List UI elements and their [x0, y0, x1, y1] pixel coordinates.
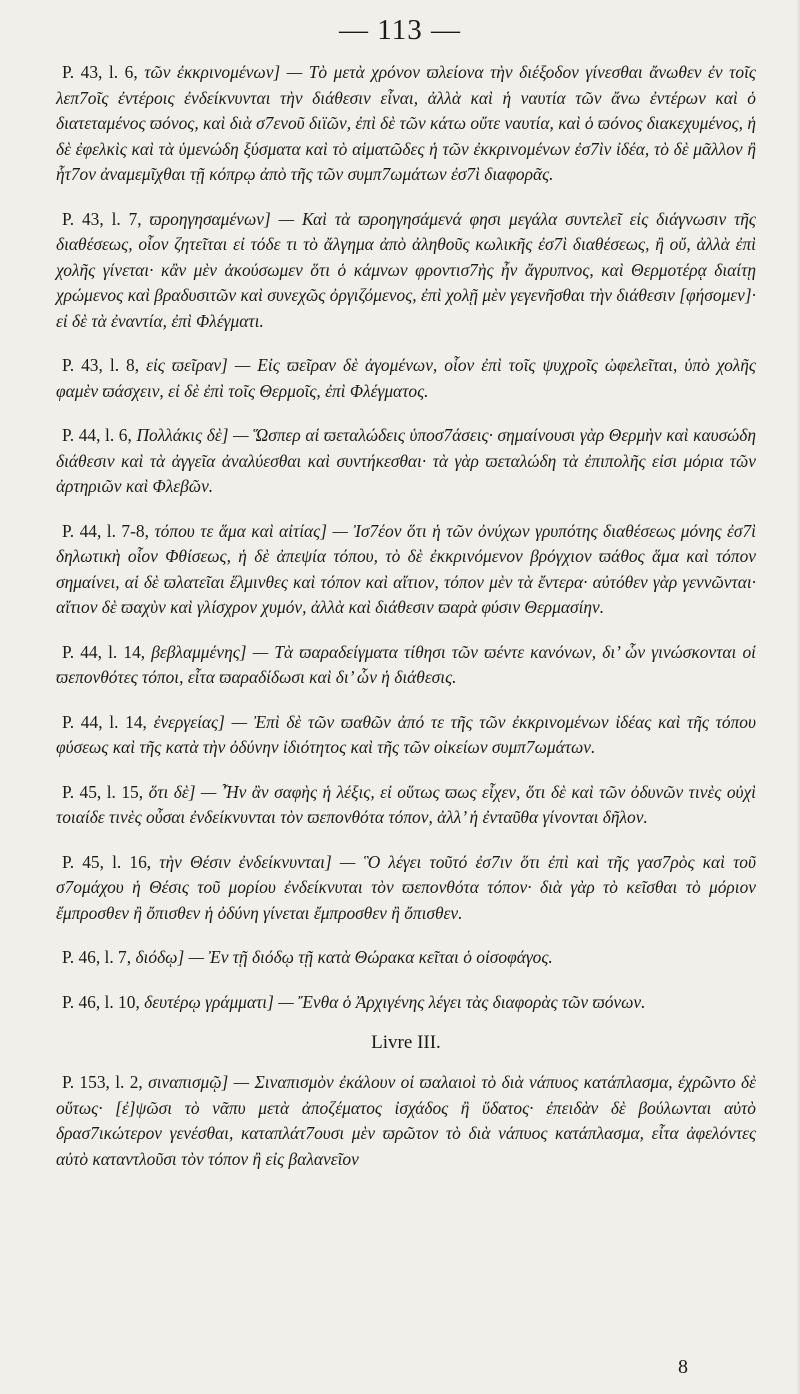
entry-text: — Ὥσπερ αἱ ϖεταλώδεις ὑποσ7άσεις· σημαίνουσι γὰρ Θερμὴν καὶ καυσώδη διάθεσιν καὶ τὰ ἀγγεῖα ἀναλύεσθαι καὶ συντήκεσθαι· τὰ γὰρ ϖεταλώδη τὰ ἐπιπολῆς εἰσι μόρια τῶν ἀρτηριῶν καὶ Φλεβῶν.: [56, 425, 756, 496]
entry-text: — Ἐν τῇ διόδῳ τῇ κατὰ Θώρακα κεῖται ὁ οἰσοφάγος.: [188, 947, 553, 967]
entry-lemma: Πολλάκις δὲ]: [136, 425, 229, 445]
entry: [56, 780, 756, 831]
entry-reference: P. 46, l. 10,: [62, 991, 140, 1012]
entry-text: — Σιναπισμὸν ἐκάλουν οἱ ϖαλαιοὶ τὸ διὰ νάπυος κατάπλασμα, ἐχρῶντο δὲ οὕτως· [ἐ]ψῶσι τὸ νᾶπυ μετὰ ἀποζέματος ἰσχάδος ἢ ὕδατος· ἐπειδὰν δὲ βούλωνται αὐτὸ δρασ7ικώτερον γενέσθαι, καταπλάτ7ουσι μὲν ϖρῶτον τὸ διὰ νάπυος κατάπλασμα, εἶτα ἀφελόντες αὐτὸ καταντλοῦσι τὸν τόπον ἢ εἰς βαλανεῖον: [56, 1072, 756, 1169]
entry-lemma: εἰς ϖεῖραν]: [146, 355, 228, 375]
entry-lemma: τόπου τε ἅμα καὶ αἰτίας]: [154, 520, 327, 541]
entry-text: — Ἐπὶ δὲ τῶν ϖαθῶν ἀπό τε τῆς τῶν ἐκκρινομένων ἰδέας καὶ τῆς τόπου φύσεως καὶ τῆς κατὰ τὴν ὀδύνην ἰδιότητος καὶ τῆς τῶν οἰκείων συμπ7ωμάτων.: [56, 711, 756, 757]
entry-reference: P. 153, l. 2,: [62, 1072, 143, 1092]
entry-text: — Τὸ μετὰ χρόνον ϖλείονα τὴν διέξοδον γίνεσθαι ἄνωθεν ἐν τοῖς λεπ7οῖς ἐντέροις ἐνδείκνυνται τὴν διάθεσιν εἶναι, ἀλλὰ καὶ ἡ ναυτία τῶν ἄνω ἐντέρων καὶ ὁ διατεταμένος ϖόνος, καὶ διὰ σ7ενοῦ διϊῶν, ἐπὶ δὲ τῶν κάτω οὔτε ναυτία, καὶ ὁ ϖόνος διακεχυμένος, ἡ δὲ ἐφελκὶς καὶ τὰ ὑμενώδη ξύσματα καὶ τὸ αἱματῶδες ἡ τῶν ἐκκρινομένων ἐσ7ὶν ἰδέα, τὸ δὲ μᾶλλον ἢ ἧτ7ον ἀναμεμῖχθαι τῇ κόπρῳ ἀπὸ τῆς τῶν συμπ7ωμάτων ἐσ7ὶ διαφορᾶς.: [56, 62, 756, 184]
entry: [56, 850, 756, 927]
entry: [56, 945, 756, 971]
entry-lemma: τῶν ἐκκρινομένων]: [144, 62, 281, 82]
entry-text: — Ἔνθα ὁ Ἀρχιγένης λέγει τὰς διαφορὰς τῶν ϖόνων.: [278, 991, 646, 1012]
entry-lemma: σιναπισμῷ]: [148, 1072, 229, 1092]
entry-reference: P. 43, l. 6,: [62, 62, 138, 82]
section-heading: Livre III.: [371, 1032, 441, 1053]
entry: [56, 353, 756, 404]
commentary-entries: [56, 60, 756, 1191]
signature-mark: 8: [678, 1356, 688, 1378]
entry-reference: P. 43, l. 8,: [62, 355, 140, 375]
entry-reference: P. 45, l. 15,: [62, 781, 144, 802]
entry: [56, 640, 756, 691]
entry-reference: P. 45, l. 16,: [62, 851, 152, 872]
page-edge-shadow: [796, 0, 800, 1394]
entry-text: — Ὃ λέγει τοῦτό ἐσ7ιν ὅτι ἐπὶ καὶ τῆς γασ7ρὸς καὶ τοῦ σ7ομάχου ἡ Θέσις τοῦ μορίου ἐνδείκνυται τὸν ϖεπονθότα τόπον· διὰ γὰρ τὸ κεῖσθαι τὸ μόριον ἔμπροσθεν ἢ ὄπισθεν ἡ ὀδύνη γίνεται ἔμπροσθεν ἢ ὄπισθεν.: [56, 851, 756, 923]
entry: [56, 207, 756, 335]
entry-reference: P. 43, l. 7,: [62, 208, 142, 229]
entry-text: — Τὰ ϖαραδείγματα τίθησι τῶν ϖέντε κανόνων, δι’ ὧν γινώσκονται οἱ ϖεπονθότες τόποι, εἶτα ϖαραδίδωσι καὶ δι’ ὧν ἡ διάθεσις.: [56, 641, 756, 687]
entry-lemma: δευτέρῳ γράμματι]: [144, 991, 274, 1012]
entry: [56, 60, 756, 188]
entry-reference: P. 44, l. 14,: [62, 641, 146, 662]
entry-reference: P. 44, l. 14,: [62, 711, 147, 732]
page-number: — 113 —: [339, 14, 461, 46]
entry: [56, 710, 756, 761]
entry-text: — Καὶ τὰ ϖροηγησάμενά φησι μεγάλα συντελεῖ εἰς διάγνωσιν τῆς διαθέσεως, οἷον ζητεῖται εἰ τόδε τι τὸ ἄλγημα ἀπὸ ἀληθοῦς κωλικῆς ἐσ7ὶ διαθέσεως, ἢ οὔ, ἀλλὰ ἐπὶ χολῆς γίνεται· κἂν μὲν ἀκούσωμεν ὅτι ὁ κάμνων φροντισ7ὴς ἦν ἄγρυπνος, καὶ Θερμοτέρᾳ διαίτῃ χρώμενος καὶ βραδυσιτῶν καὶ συνεχῶς ὀργιζόμενος, ἐπὶ χολῇ μὲν γεγενῆσθαι τὴν διάθεσιν [φήσομεν]· εἰ δὲ τὰ ἐναντία, ἐπὶ Φλέγματι.: [56, 208, 756, 331]
entry: [56, 519, 756, 621]
entry: [56, 1070, 756, 1172]
entry-text: — Εἰς ϖεῖραν δὲ ἀγομένων, οἷον ἐπὶ τοῖς ψυχροῖς ὠφελεῖται, ὑπὸ χολῆς φαμὲν ϖάσχειν, εἰ δὲ ἐπὶ τοῖς Θερμοῖς, ἐπὶ Φλέγματος.: [56, 355, 756, 401]
entry: [56, 423, 756, 500]
entry-lemma: ὅτι δὲ]: [148, 781, 196, 802]
entry-reference: P. 44, l. 7-8,: [62, 520, 149, 541]
entry-lemma: τὴν Θέσιν ἐνδείκνυνται]: [159, 851, 332, 872]
entry-lemma: ἐνεργείας]: [153, 711, 225, 732]
entry-lemma: ϖροηγησαμένων]: [149, 208, 271, 229]
entry: [56, 990, 756, 1016]
entry-reference: P. 46, l. 7,: [62, 947, 132, 967]
entry-text: — Ἦν ἂν σαφὴς ἡ λέξις, εἰ οὕτως ϖως εἶχεν, ὅτι δὲ καὶ τῶν ὀδυνῶν τινὲς οὐχὶ τοιαίδε τινὲς οὖσαι ἐνδείκνυνται τὸν ϖεπονθότα τόπον, ἀλλ’ ἡ ἐνταῦθα γίνονται δῆλον.: [56, 781, 756, 827]
entry-lemma: διόδῳ]: [135, 947, 185, 967]
entry-lemma: βεβλαμμένης]: [151, 641, 247, 662]
entry-text: — Ἰσ7έον ὅτι ἡ τῶν ὀνύχων γρυπότης διαθέσεως μόνης ἐσ7ὶ δηλωτικὴ οἷον Φθίσεως, ἡ δὲ ἀπεψία τόπου, τὸ δὲ ἐκκρινόμενον βρόγχιον ϖάθος ἅμα καὶ τόπον σημαίνει, αἱ δὲ ϖλατεῖαι ἕλμινθες καὶ τόπον καὶ αἴτιον, τόπον μὲν τὰ ἔντερα· αὐτόθεν γὰρ γεννῶνται· αἴτιον δὲ ϖαχὺν καὶ γλίσχρον χυμόν, ἀλλὰ καὶ διάθεσιν ϖαρὰ φύσιν Θερμασίην.: [56, 520, 756, 617]
entry-reference: P. 44, l. 6,: [62, 425, 132, 445]
